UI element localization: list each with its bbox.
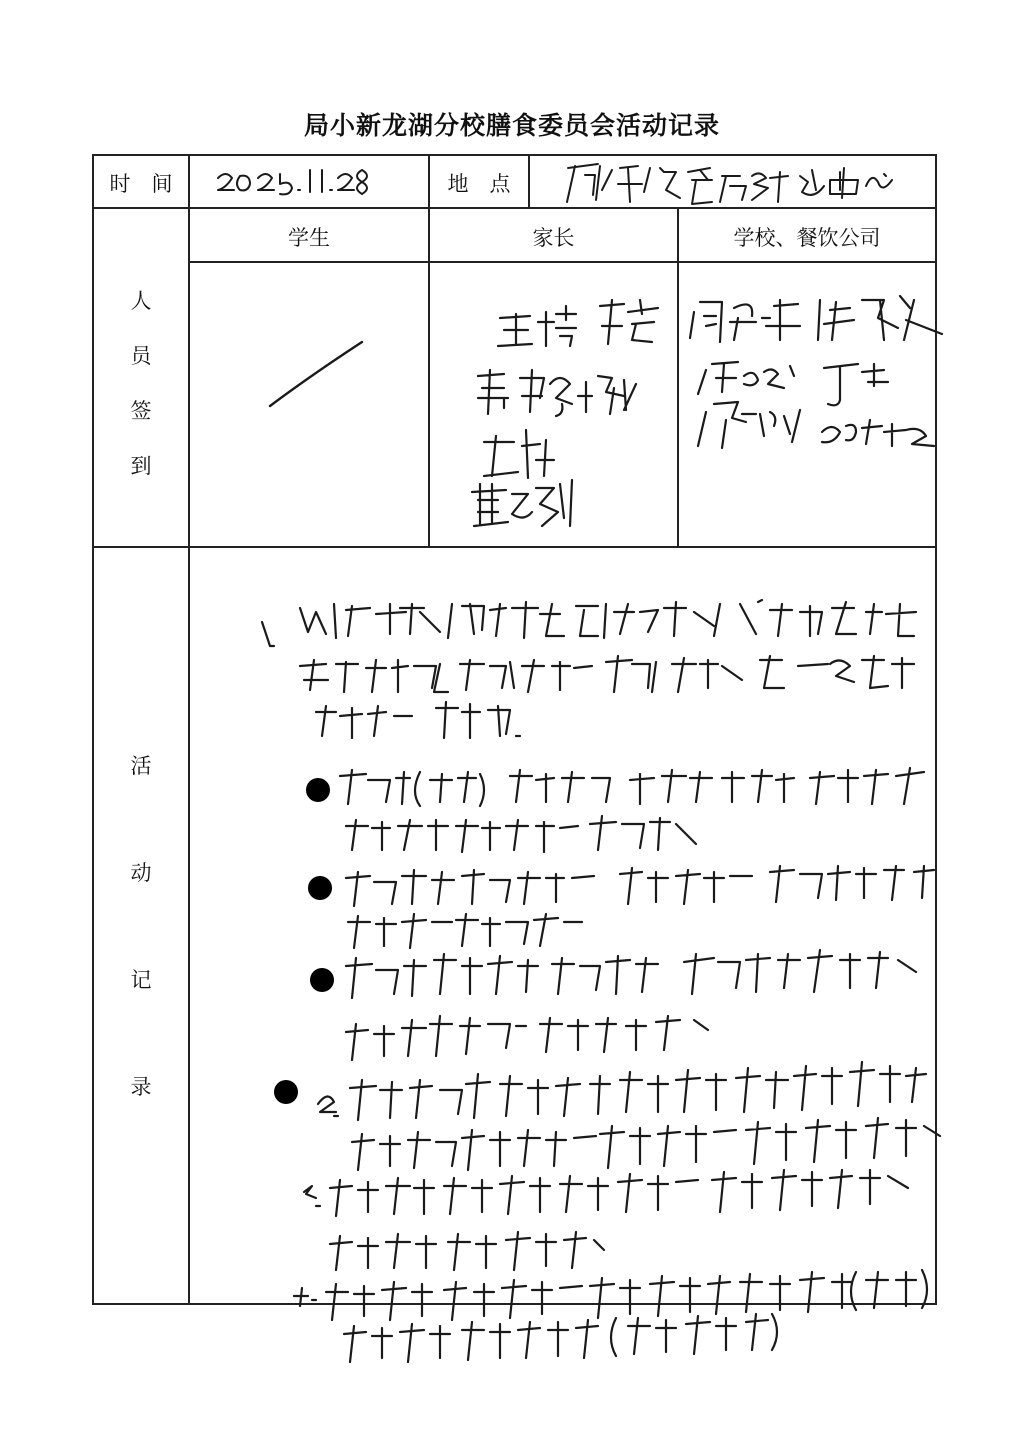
parent-column-header: 家长 [532, 226, 575, 250]
page-title: 局小新龙湖分校膳食委员会活动记录 [303, 111, 720, 140]
activity-record-label: 活 动 记 录 [130, 754, 152, 1099]
student-column-header: 学生 [288, 226, 330, 250]
school-column-header: 学校、餐饮公司 [733, 226, 881, 250]
time-label: 时 间 [109, 172, 173, 196]
place-label: 地 点 [447, 172, 511, 196]
attendance-label: 人 员 签 到 [130, 289, 152, 478]
